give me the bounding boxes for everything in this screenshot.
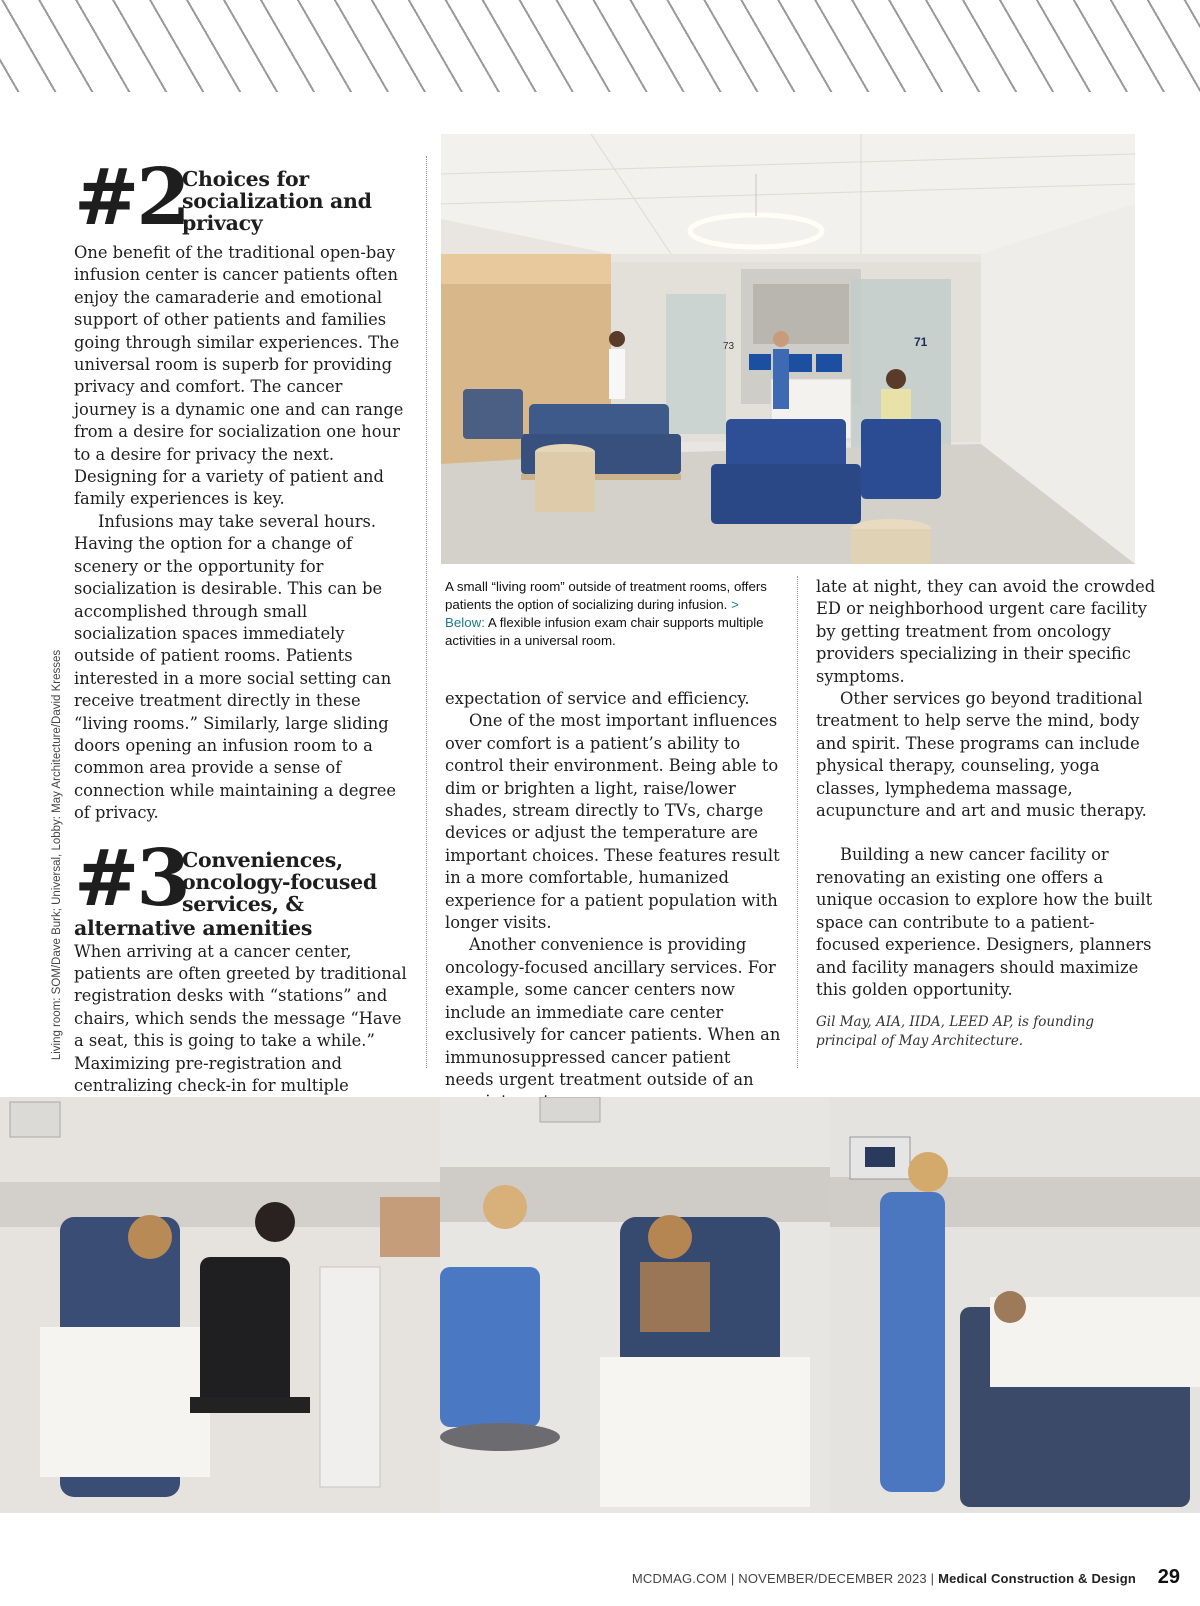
footer-publication: Medical Construction & Design: [938, 1571, 1136, 1586]
body-paragraph: One of the most important influences over comfort is a patient’s ability to control their environment. Being able to dim or brighten a light, raise/lower shades, stream directly to TVs, charge devices or adjust the temperature are important choices. These features result in a more comfortable, humanized experience for a patient population with longer visits.: [445, 711, 780, 933]
body-paragraph: When arriving at a cancer center, patients are often greeted by traditional registration desks with “stations” and chairs, which sends the message “Have a seat, this is going to take a while.” Maximizing pre-registration and centralizing check-in for multiple: [74, 941, 407, 1095]
body-paragraph: Another convenience is providing oncology-focused ancillary services. For example, some cancer centers now include an immediate care center exclusively for cancer patients. When an immunosuppressed cancer patient needs urgent treatment outside of an: [445, 935, 781, 1089]
photo-caption: [445, 578, 781, 650]
footer-site: MCDMAG.COM: [631, 1571, 728, 1586]
column-divider: [797, 576, 798, 1068]
caption-text: A small “living room” outside of treatment rooms, offers patients the option of socializing during infusion.: [445, 579, 767, 612]
decorative-hatch-band: [0, 0, 1200, 92]
section-title-tail: alternative amenities: [74, 915, 313, 940]
room-number-label: 73: [723, 341, 735, 352]
body-paragraph: Other services go beyond traditional treatment to help serve the mind, body and spirit. These programs can include physical therapy, counseling, yoga classes, lymphedema massage, acupuncture and art and music therapy.: [816, 689, 1147, 821]
body-paragraph: expectation of service and efficiency.: [445, 689, 750, 708]
section-number: #2: [74, 152, 188, 243]
footer-issue: NOVEMBER/DECEMBER 2023: [738, 1571, 927, 1586]
body-paragraph: One benefit of the traditional open-bay infusion center is cancer patients often enjoy the camaraderie and emotional support of other patients and families going through similar experiences. The universal room is superb for providing privacy and comfort. The cancer journey is a dynamic one and can range from a desire for socialization one hour to a desire for privacy the next. Designing for a variety of patient and family experiences is key.: [74, 243, 404, 509]
living-room-photo: [441, 134, 1135, 564]
section-3-heading: [74, 832, 408, 940]
photo-credit: Living room: SOM/Dave Burk; Universal, Lobby: May Architecture/David Kresses: [51, 649, 63, 1061]
section-number: #3: [74, 832, 188, 924]
body-paragraph: late at night, they can avoid the crowded ED or neighborhood urgent care facility by getting treatment from oncology providers specializing in their specific symptoms.: [816, 577, 1156, 686]
article-column-1: [74, 152, 408, 1165]
page-number: 29: [1157, 1566, 1180, 1588]
section-title: Choices for socialization and privacy: [182, 167, 372, 235]
article-column-3: [816, 576, 1156, 1051]
running-footer: [632, 1571, 1136, 1586]
body-paragraph: Building a new cancer facility or renovating an existing one offers a unique occasion to explore how the built space can contribute to a patient-focused experience. Designers, planners and facility managers should maximize this golden opportunity.: [816, 845, 1153, 999]
author-byline: Gil May, AIA, IIDA, LEED AP, is founding principal of May Architecture.: [816, 1014, 1095, 1050]
body-paragraph: Infusions may take several hours. Having the option for a change of scenery or the opportunity for socialization is desirable. This can be accomplished through small socialization spaces immediately outside of patient rooms. Patients interested in a more social setting can receive treatment directly in these “living rooms.” Similarly, large sliding doors opening an infusion room to a common area provide a sense of connection while maintaining a degree of privacy.: [74, 511, 396, 823]
caption-text-2: A flexible infusion exam chair supports multiple activities in a universal room.: [445, 615, 764, 648]
footer-separator: |: [730, 1571, 735, 1586]
infusion-room-photo-strip: [0, 1097, 1200, 1513]
page-footer: [0, 1566, 1200, 1590]
room-number-label: 71: [914, 335, 928, 349]
section-title: Conveniences, oncology-focused services, &: [182, 847, 377, 916]
article-column-2: [445, 688, 781, 1114]
column-divider: [426, 156, 427, 1068]
caption-accent: > Below:: [445, 597, 739, 630]
section-2-heading: [74, 152, 408, 243]
footer-separator: |: [930, 1571, 935, 1586]
